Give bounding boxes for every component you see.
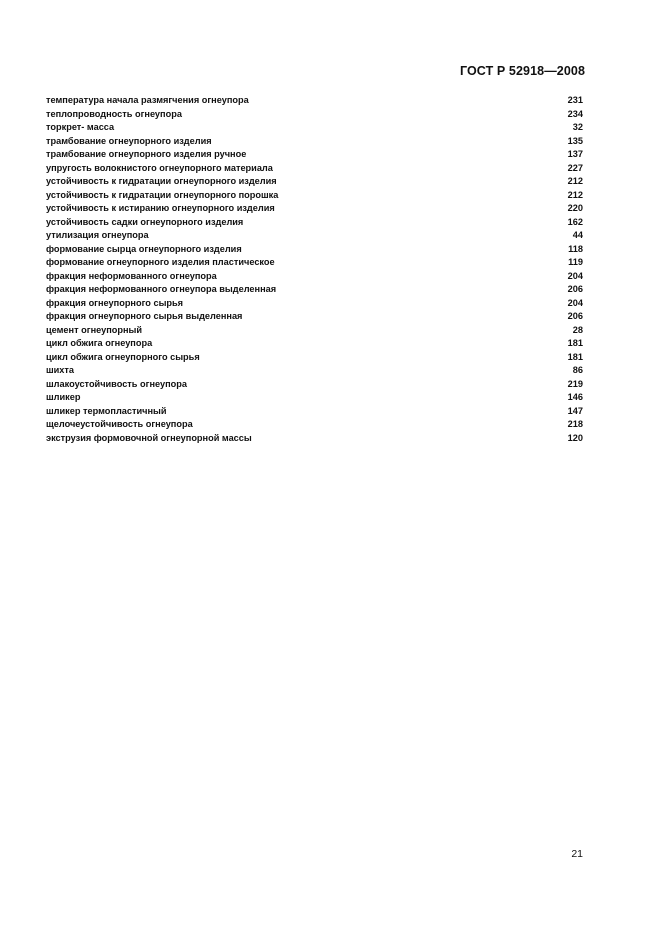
- index-term: шликер термопластичный: [46, 405, 167, 416]
- index-term: утилизация огнеупора: [46, 230, 149, 240]
- index-page-ref: 234: [567, 108, 583, 119]
- index-row: [46, 108, 583, 122]
- index-row: [46, 297, 583, 311]
- index-page-ref: 220: [567, 203, 583, 213]
- index-term: устойчивость к гидратации огнеупорного порошка: [46, 189, 279, 200]
- index-page-ref: 118: [568, 243, 583, 254]
- index-row: [46, 364, 583, 378]
- index-page-ref: 218: [567, 419, 583, 429]
- index-row: [46, 243, 583, 257]
- index-page-ref: 86: [572, 365, 583, 375]
- index-term: цемент огнеупорный: [46, 324, 143, 335]
- index-page-ref: 231: [567, 95, 583, 105]
- index-term: устойчивость садки огнеупорного изделия: [46, 216, 244, 227]
- index-row: [46, 378, 583, 392]
- index-row: [46, 405, 583, 419]
- index-term: экструзия формовочной огнеупорной массы: [46, 432, 252, 443]
- index-page-ref: 120: [567, 432, 583, 443]
- index-term: торкрет- масса: [46, 122, 115, 132]
- index-page-ref: 227: [567, 162, 583, 173]
- term-index-list: [46, 94, 583, 445]
- index-page-ref: 44: [572, 230, 583, 240]
- index-term: температура начала размягчения огнеупора: [46, 95, 249, 105]
- index-term: фракция неформованного огнеупора: [46, 270, 217, 281]
- index-page-ref: 206: [567, 311, 583, 321]
- index-term: устойчивость к истиранию огнеупорного изделия: [46, 203, 275, 213]
- index-term: формование огнеупорного изделия пластическое: [46, 257, 275, 267]
- index-row: [46, 162, 583, 176]
- index-page-ref: 146: [567, 392, 583, 402]
- index-page-ref: 147: [567, 405, 583, 416]
- index-row: [46, 337, 583, 351]
- index-page-ref: 204: [567, 297, 583, 308]
- index-page-ref: 181: [567, 351, 583, 362]
- index-row: [46, 351, 583, 365]
- index-page-ref: 162: [567, 216, 583, 227]
- index-row: [46, 391, 583, 405]
- index-row: [46, 310, 583, 324]
- page-number: 21: [571, 848, 583, 860]
- index-term: фракция огнеупорного сырья выделенная: [46, 311, 243, 321]
- index-row: [46, 148, 583, 162]
- index-row: [46, 202, 583, 216]
- index-term: цикл обжига огнеупора: [46, 338, 153, 348]
- index-row: [46, 121, 583, 135]
- index-term: трамбование огнеупорного изделия: [46, 135, 212, 146]
- index-page-ref: 32: [572, 122, 583, 132]
- index-row: [46, 432, 583, 446]
- index-term: трамбование огнеупорного изделия ручное: [46, 149, 247, 159]
- index-term: теплопроводность огнеупора: [46, 108, 182, 119]
- index-term: шихта: [46, 365, 75, 375]
- document-header: ГОСТ Р 52918—2008: [459, 64, 585, 78]
- index-term: фракция неформованного огнеупора выделенная: [46, 284, 277, 294]
- index-term: шликер: [46, 392, 81, 402]
- index-row: [46, 283, 583, 297]
- index-row: [46, 256, 583, 270]
- index-term: фракция огнеупорного сырья: [46, 297, 184, 308]
- index-page-ref: 206: [567, 284, 583, 294]
- index-term: формование сырца огнеупорного изделия: [46, 243, 242, 254]
- index-page-ref: 137: [567, 149, 583, 159]
- index-term: устойчивость к гидратации огнеупорного изделия: [46, 176, 277, 186]
- index-term: шлакоустойчивость огнеупора: [46, 378, 187, 389]
- index-page-ref: 181: [567, 338, 583, 348]
- index-row: [46, 270, 583, 284]
- index-page-ref: 28: [572, 324, 583, 335]
- index-page-ref: 119: [568, 257, 583, 267]
- index-page-ref: 219: [567, 378, 583, 389]
- index-term: щелочеустойчивость огнеупора: [46, 419, 193, 429]
- index-row: [46, 175, 583, 189]
- index-row: [46, 189, 583, 203]
- index-term: упругость волокнистого огнеупорного материала: [46, 162, 273, 173]
- index-row: [46, 94, 583, 108]
- index-page-ref: 212: [567, 176, 583, 186]
- index-page-ref: 204: [567, 270, 583, 281]
- index-row: [46, 418, 583, 432]
- index-page-ref: 212: [567, 189, 583, 200]
- index-row: [46, 135, 583, 149]
- index-term: цикл обжига огнеупорного сырья: [46, 351, 200, 362]
- index-row: [46, 324, 583, 338]
- index-row: [46, 229, 583, 243]
- index-page-ref: 135: [567, 135, 583, 146]
- index-row: [46, 216, 583, 230]
